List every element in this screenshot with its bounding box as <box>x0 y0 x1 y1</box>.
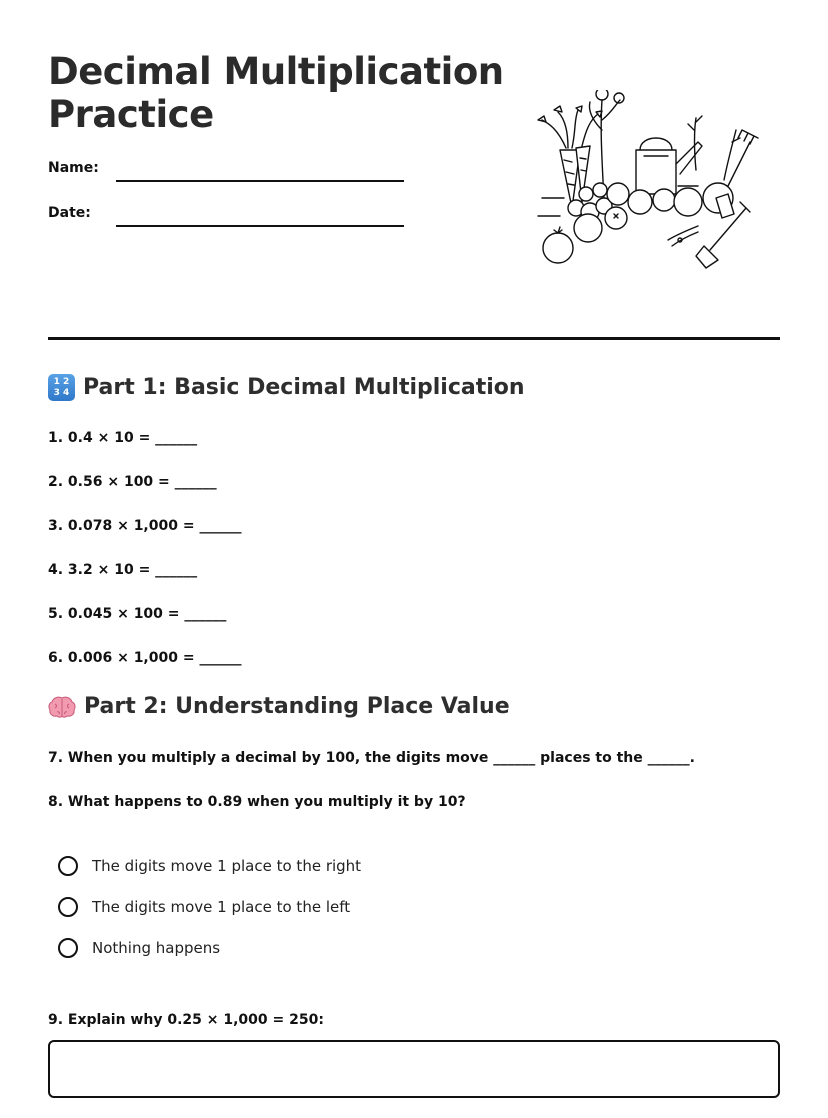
page-title: Decimal Multiplication Practice <box>48 50 504 136</box>
name-label: Name: <box>48 160 99 176</box>
input-numbers-icon: 1 2 3 4 <box>48 374 75 401</box>
part1-heading-text: Part 1: Basic Decimal Multiplication <box>83 375 525 400</box>
section-divider <box>48 337 780 340</box>
question-3: 3. 0.078 × 1,000 = ______ <box>48 518 242 534</box>
option-move-right[interactable] <box>58 856 361 876</box>
date-label: Date: <box>48 205 91 221</box>
question-9: 9. Explain why 0.25 × 1,000 = 250: <box>48 1012 324 1028</box>
radio-button[interactable] <box>58 938 78 958</box>
question-6: 6. 0.006 × 1,000 = ______ <box>48 650 242 666</box>
question-8: 8. What happens to 0.89 when you multiply it by 10? <box>48 794 466 810</box>
option-nothing-happens[interactable] <box>58 938 220 958</box>
option-move-left[interactable] <box>58 897 350 917</box>
question-4: 4. 3.2 × 10 = ______ <box>48 562 198 578</box>
question-5: 5. 0.045 × 100 = ______ <box>48 606 227 622</box>
option-label: The digits move 1 place to the right <box>92 857 362 875</box>
part2-heading <box>48 694 510 719</box>
option-label: Nothing happens <box>92 939 221 957</box>
option-label: The digits move 1 place to the left <box>92 898 351 916</box>
name-field[interactable] <box>116 180 404 182</box>
question-7: 7. When you multiply a decimal by 100, the digits move ______ places to the ______. <box>48 750 695 766</box>
garden-vegetables-illustration <box>528 90 760 272</box>
part1-heading <box>48 374 525 401</box>
part2-heading-text: Part 2: Understanding Place Value <box>84 694 510 719</box>
radio-button[interactable] <box>58 856 78 876</box>
date-field[interactable] <box>116 225 404 227</box>
question-2: 2. 0.56 × 100 = ______ <box>48 474 217 490</box>
radio-button[interactable] <box>58 897 78 917</box>
question-1: 1. 0.4 × 10 = ______ <box>48 430 198 446</box>
explanation-answer-box[interactable] <box>48 1040 780 1098</box>
brain-icon <box>48 695 76 719</box>
